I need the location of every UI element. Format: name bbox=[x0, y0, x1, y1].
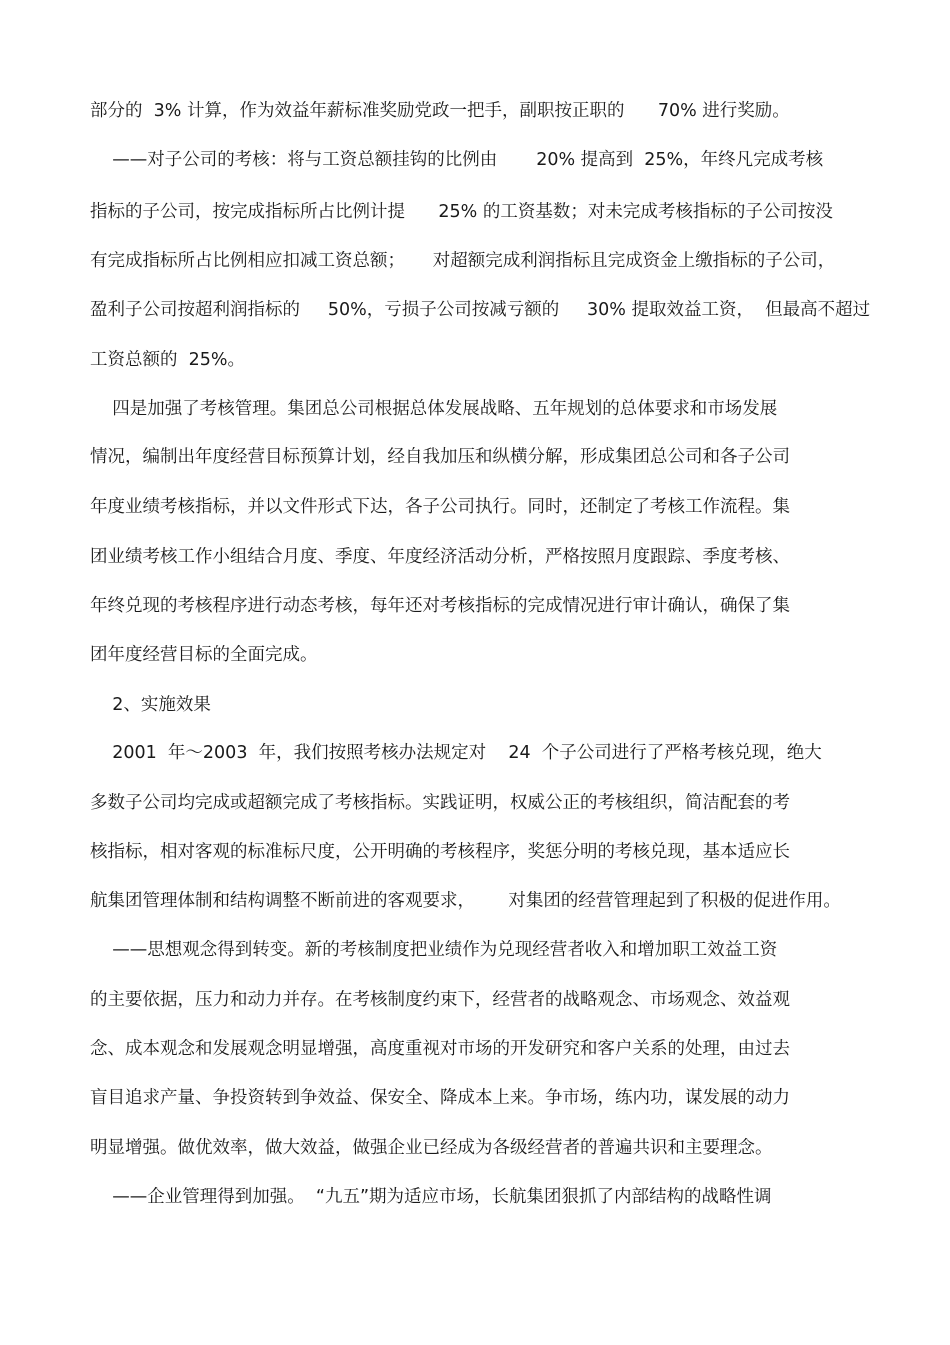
text-line: ——思想观念得到转变。新的考核制度把业绩作为兑现经营者收入和增加职工效益工资 bbox=[90, 940, 778, 960]
text-line: 年度业绩考核指标，并以文件形式下达，各子公司执行。同时，还制定了考核工作流程。集 bbox=[90, 497, 790, 517]
text-line: 的主要依据，压力和动力并存。在考核制度约束下，经营者的战略观念、市场观念、效益观 bbox=[90, 990, 790, 1010]
text-line: ——企业管理得到加强。 “九五”期为适应市场，长航集团狠抓了内部结构的战略性调 bbox=[90, 1187, 772, 1207]
text-line: 部分的 3% 计算，作为效益年薪标准奖励党政一把手，副职按正职的 70% 进行奖励。 bbox=[90, 101, 790, 121]
text-line: 多数子公司均完成或超额完成了考核指标。实践证明，权威公正的考核组织，简洁配套的考 bbox=[90, 793, 790, 813]
text-line: 指标的子公司，按完成指标所占比例计提 25% 的工资基数；对未完成考核指标的子公司按没 bbox=[90, 202, 833, 222]
text-line: 明显增强。做优效率，做大效益，做强企业已经成为各级经营者的普遍共识和主要理念。 bbox=[90, 1138, 773, 1158]
text-line: 核指标，相对客观的标准标尺度，公开明确的考核程序，奖惩分明的考核兑现，基本适应长 bbox=[90, 842, 790, 862]
text-line: 念、成本观念和发展观念明显增强，高度重视对市场的开发研究和客户关系的处理，由过去 bbox=[90, 1039, 790, 1059]
text-line: 航集团管理体制和结构调整不断前进的客观要求， 对集团的经营管理起到了积极的促进作用。 bbox=[90, 891, 841, 911]
text-line: 盈利子公司按超利润指标的 50%，亏损子公司按减亏额的 30% 提取效益工资， 但最高不超过 bbox=[90, 300, 871, 320]
text-line: 有完成指标所占比例相应扣减工资总额； 对超额完成利润指标且完成资金上缴指标的子公司， bbox=[90, 251, 836, 271]
text-line: ——对子公司的考核：将与工资总额挂钩的比例由 20% 提高到 25%，年终凡完成考核 bbox=[90, 150, 824, 170]
text-line: 团业绩考核工作小组结合月度、季度、年度经济活动分析，严格按照月度跟踪、季度考核、 bbox=[90, 547, 790, 567]
text-line: 盲目追求产量、争投资转到争效益、保安全、降成本上来。争市场，练内功，谋发展的动力 bbox=[90, 1088, 790, 1108]
text-line: 工资总额的 25%。 bbox=[90, 350, 246, 370]
text-line: 团年度经营目标的全面完成。 bbox=[90, 645, 318, 665]
text-line: 情况，编制出年度经营目标预算计划，经自我加压和纵横分解，形成集团总公司和各子公司 bbox=[90, 447, 790, 467]
text-line: 四是加强了考核管理。集团总公司根据总体发展战略、五年规划的总体要求和市场发展 bbox=[90, 399, 778, 419]
text-line: 2001 年～2003 年，我们按照考核办法规定对 24 个子公司进行了严格考核兑现，绝大 bbox=[90, 743, 822, 763]
text-line: 年终兑现的考核程序进行动态考核，每年还对考核指标的完成情况进行审计确认，确保了集 bbox=[90, 596, 790, 616]
section-heading: 2、实施效果 bbox=[90, 695, 211, 715]
